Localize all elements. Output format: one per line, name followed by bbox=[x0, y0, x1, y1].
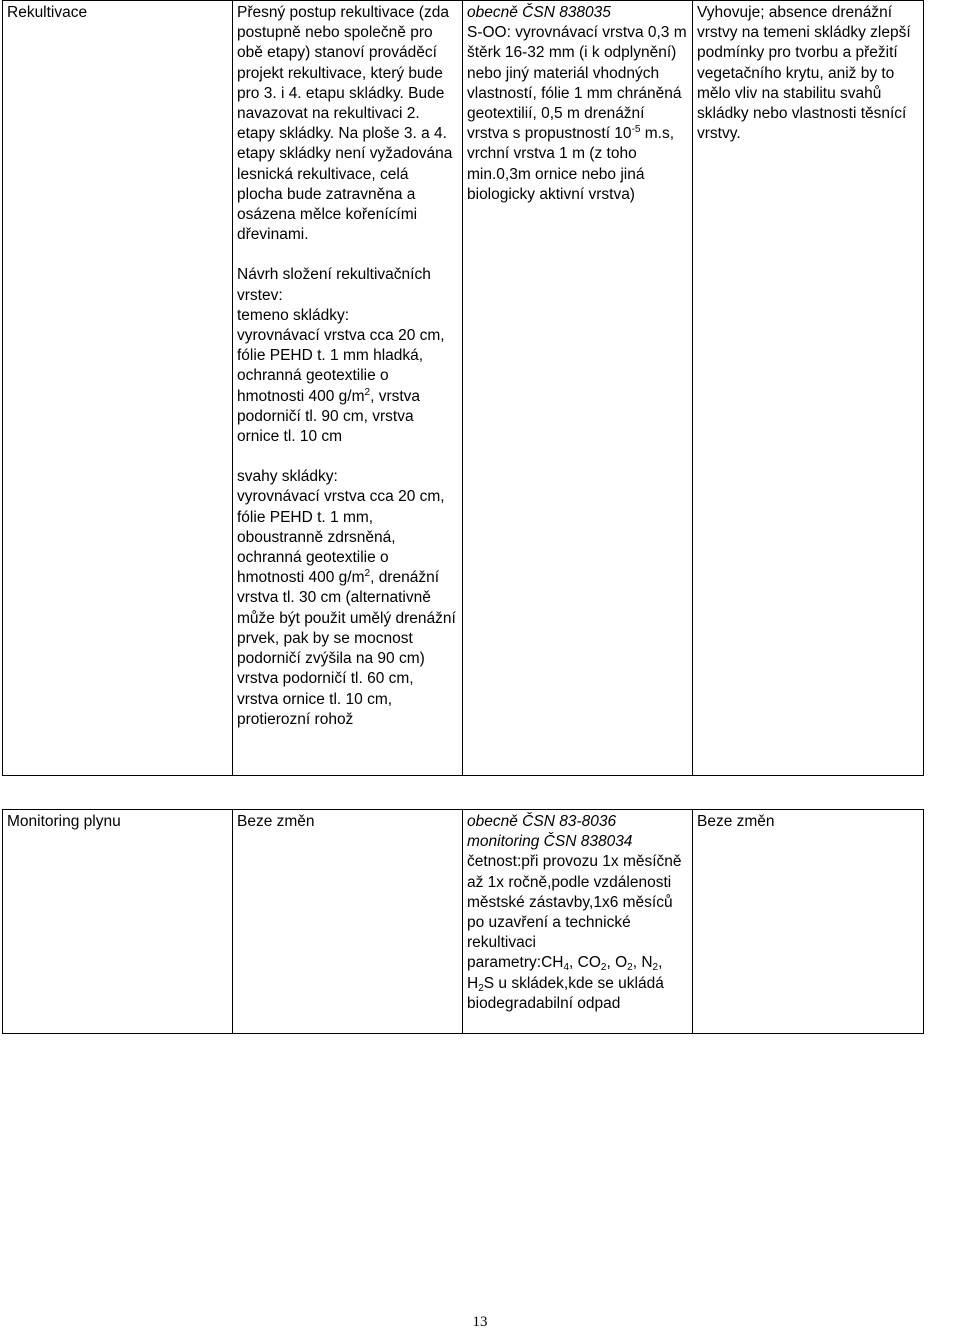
table-row-rekultivace bbox=[3, 1, 924, 776]
monitoring-table bbox=[2, 809, 924, 1034]
cell-standard bbox=[463, 810, 693, 1034]
proposal-intro: Přesný postup rekultivace (zda postupně nebo společně pro obě etapy) stanoví prováděcí projekt rekultivace, který bude pro 3. i 4. etapu skládky. Bude navazovat na rekultivaci 2. etapy skládky. Na ploše 3. a 4. etapy skládky není vyžadována lesnická rekultivace, celá plocha bude zatravněna a osázena mělce kořenícími dřevinami. bbox=[237, 4, 453, 244]
category-label: Monitoring plynu bbox=[7, 813, 121, 830]
assessment-text: Beze změn bbox=[697, 813, 775, 830]
table-row-monitoring bbox=[3, 810, 924, 1034]
top-layers: vyrovnávací vrstva cca 20 cm, fólie PEHD t. 1 mm hladká, ochranná geotextilie o hmotnosti 400 $g/m^2$, vrstva podorničí tl. 90 cm, vrstva ornice tl. 10 cm bbox=[237, 327, 445, 446]
cell-category bbox=[3, 810, 233, 1034]
top-label: temeno skládky: bbox=[237, 306, 349, 324]
standard-ref: obecně ČSN 838035 bbox=[467, 4, 611, 21]
standard-ref-1: obecně ČSN 83-8036 bbox=[467, 813, 617, 830]
layers-heading: Návrh složení rekultivačních vrstev: bbox=[237, 266, 431, 304]
page-number: 13 bbox=[472, 1314, 488, 1330]
proposal-text: Beze změn bbox=[237, 813, 315, 830]
standard-ref-2: monitoring ČSN 838034 bbox=[467, 833, 633, 851]
cell-assessment bbox=[693, 1, 924, 776]
cell-category bbox=[3, 1, 233, 776]
assessment-text: Vyhovuje; absence drenážní vrstvy na temeni skládky zlepší podmínky pro tvorbu a přežití vegetačního krytu, aniž by to mělo vliv na stabilitu svahů skládky nebo vlastnosti těsnící vrstvy. bbox=[697, 4, 911, 143]
cell-standard bbox=[463, 1, 693, 776]
parameters-text: $parametry:CH_4$, $CO_2$, $O_2$, $N_2$, $H_2S$ u skládek,kde se ukládá biodegradabilní odpad bbox=[467, 954, 664, 1012]
category-label: Rekultivace bbox=[7, 4, 88, 21]
cell-proposal bbox=[233, 810, 463, 1034]
cell-assessment bbox=[693, 810, 924, 1034]
slope-layers: vyrovnávací vrstva cca 20 cm, fólie PEHD t. 1 mm, oboustranně zdrsněná, ochranná geotextilie o hmotnosti 400 $g/m^2$, drenážní vrstva tl. 30 cm (alternativně může být použit umělý drenážní prvek, pak by se mocnost podorničí zvýšila na 90 cm) vrstva podorničí tl. 60 cm, vrstva ornice tl. 10 cm, protierozní rohož bbox=[237, 488, 456, 728]
slope-label: svahy skládky: bbox=[237, 468, 338, 486]
cell-proposal bbox=[233, 1, 463, 776]
rekultivace-table bbox=[2, 0, 924, 776]
frequency-text: četnost:při provozu 1x měsíčně až 1x ročně,podle vzdálenosti městské zástavby,1x6 měsíců po uzavření a technické rekultivaci bbox=[467, 853, 682, 952]
standard-text: S-OO: vyrovnávací vrstva 0,3 m štěrk 16-32 mm (i k odplynění) nebo jiný materiál vhodných vlastností, fólie 1 mm chráněná geotextilií, 0,5 m drenážní vrstva s propustností $10^{-5}$ m.s, vrchní vrstva 1 m (z toho min.0,3m ornice nebo jiná biologicky aktivní vrstva) bbox=[467, 24, 687, 203]
